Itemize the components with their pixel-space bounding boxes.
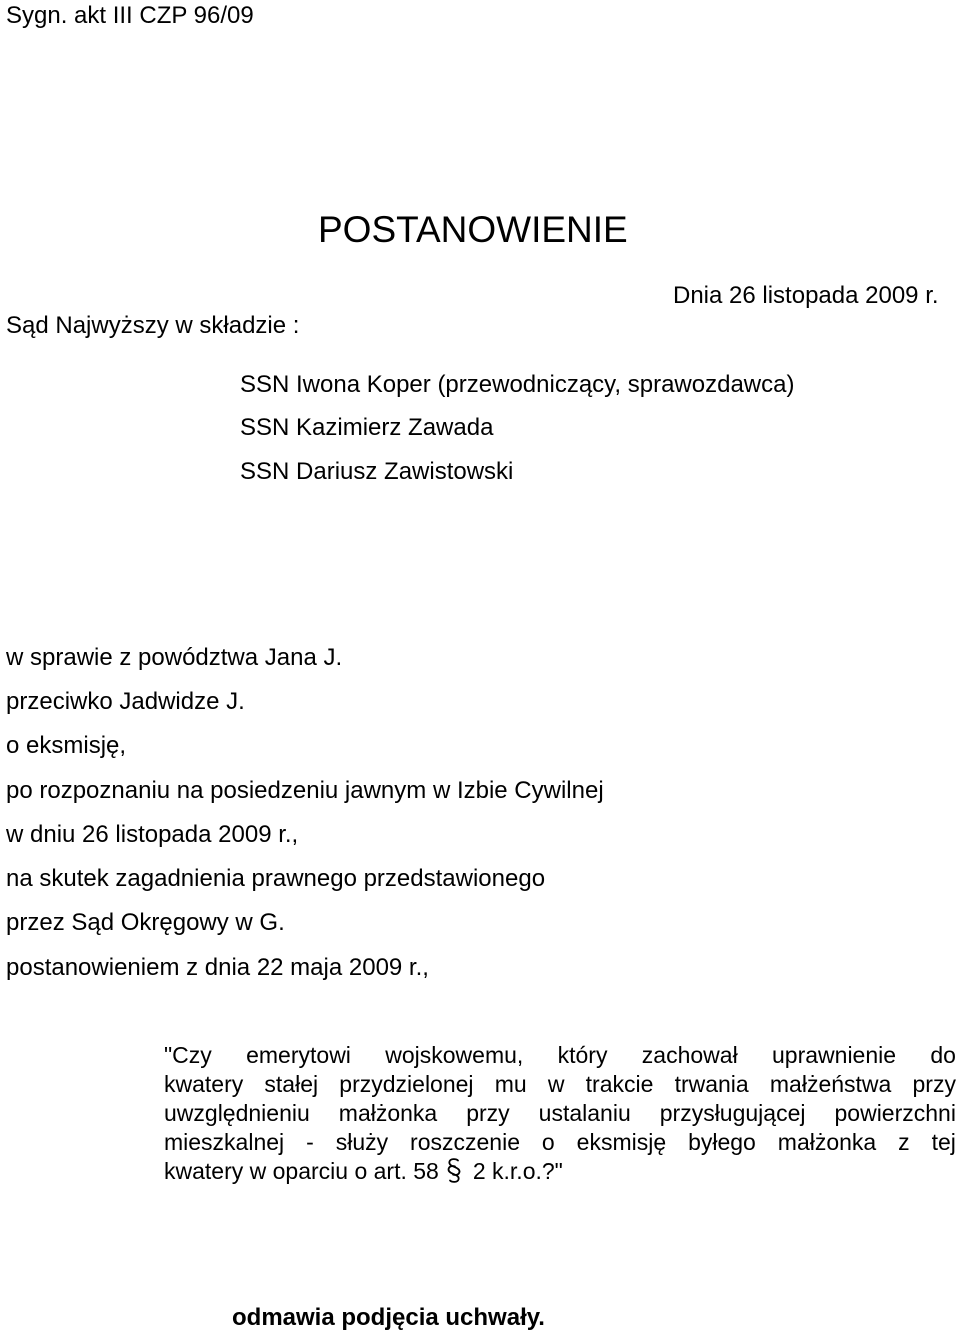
legal-question bbox=[164, 1041, 956, 1186]
question-text: kwatery w oparciu o art. 58 bbox=[164, 1158, 439, 1184]
question-word: w bbox=[547, 1071, 565, 1097]
question-text: 2 k.r.o.?" bbox=[472, 1158, 563, 1184]
question-word: tej bbox=[931, 1129, 956, 1155]
question-word: - bbox=[306, 1129, 314, 1155]
matter-line: postanowieniem z dnia 22 maja 2009 r., bbox=[6, 954, 429, 981]
question-word: przy bbox=[466, 1100, 510, 1126]
matter-line: przez Sąd Okręgowy w G. bbox=[6, 909, 285, 936]
document-title: POSTANOWIENIE bbox=[318, 209, 628, 250]
question-word: uprawnienie bbox=[772, 1042, 897, 1068]
question-word: powierzchni bbox=[834, 1100, 956, 1126]
question-word: przydzielonej bbox=[339, 1071, 474, 1097]
matter-line: przeciwko Jadwidze J. bbox=[6, 688, 245, 715]
question-word: byłego bbox=[688, 1129, 756, 1155]
question-word: małżonka bbox=[777, 1129, 877, 1155]
question-word: "Czy bbox=[164, 1042, 212, 1068]
question-word: kwatery bbox=[164, 1071, 244, 1097]
question-word: uwzględnieniu bbox=[164, 1100, 310, 1126]
matter-line: w dniu 26 listopada 2009 r., bbox=[6, 821, 299, 848]
judge-member: SSN Kazimierz Zawada bbox=[240, 414, 494, 441]
question-word: z bbox=[898, 1129, 910, 1155]
question-word: przysługującej bbox=[659, 1100, 806, 1126]
question-line bbox=[164, 1070, 956, 1099]
question-word: do bbox=[930, 1042, 956, 1068]
question-word: który bbox=[557, 1042, 608, 1068]
question-word: roszczenie bbox=[410, 1129, 520, 1155]
question-line bbox=[164, 1128, 956, 1157]
judge-member: SSN Dariusz Zawistowski bbox=[240, 458, 514, 485]
question-word: trakcie bbox=[585, 1071, 654, 1097]
judge-presiding: SSN Iwona Koper (przewodniczący, sprawozdawca) bbox=[240, 371, 795, 398]
decision-text: odmawia podjęcia uchwały. bbox=[232, 1304, 545, 1331]
question-word: emerytowi bbox=[246, 1042, 351, 1068]
question-word: małżonka bbox=[338, 1100, 438, 1126]
question-word: wojskowemu, bbox=[385, 1042, 524, 1068]
question-word: służy bbox=[335, 1129, 389, 1155]
court-composition-label: Sąd Najwyższy w składzie : bbox=[6, 312, 300, 339]
matter-line: na skutek zagadnienia prawnego przedstawionego bbox=[6, 865, 546, 892]
question-word: zachował bbox=[641, 1042, 738, 1068]
question-word: mieszkalnej bbox=[164, 1129, 285, 1155]
case-signature: Sygn. akt III CZP 96/09 bbox=[6, 2, 254, 29]
matter-line: po rozpoznaniu na posiedzeniu jawnym w Izbie Cywilnej bbox=[6, 777, 604, 804]
question-word: stałej bbox=[264, 1071, 319, 1097]
question-line bbox=[164, 1157, 956, 1186]
question-line bbox=[164, 1041, 956, 1070]
question-word: ustalaniu bbox=[538, 1100, 631, 1126]
question-line bbox=[164, 1099, 956, 1128]
section-sign-icon bbox=[445, 1157, 463, 1184]
question-word: mu bbox=[494, 1071, 527, 1097]
question-word: eksmisję bbox=[576, 1129, 667, 1155]
decision-date: Dnia 26 listopada 2009 r. bbox=[673, 282, 939, 309]
question-word: małżeństwa bbox=[769, 1071, 892, 1097]
question-word: przy bbox=[912, 1071, 956, 1097]
matter-line: w sprawie z powództwa Jana J. bbox=[6, 644, 343, 671]
matter-line: o eksmisję, bbox=[6, 732, 127, 759]
question-word: o bbox=[541, 1129, 555, 1155]
question-word: trwania bbox=[674, 1071, 749, 1097]
